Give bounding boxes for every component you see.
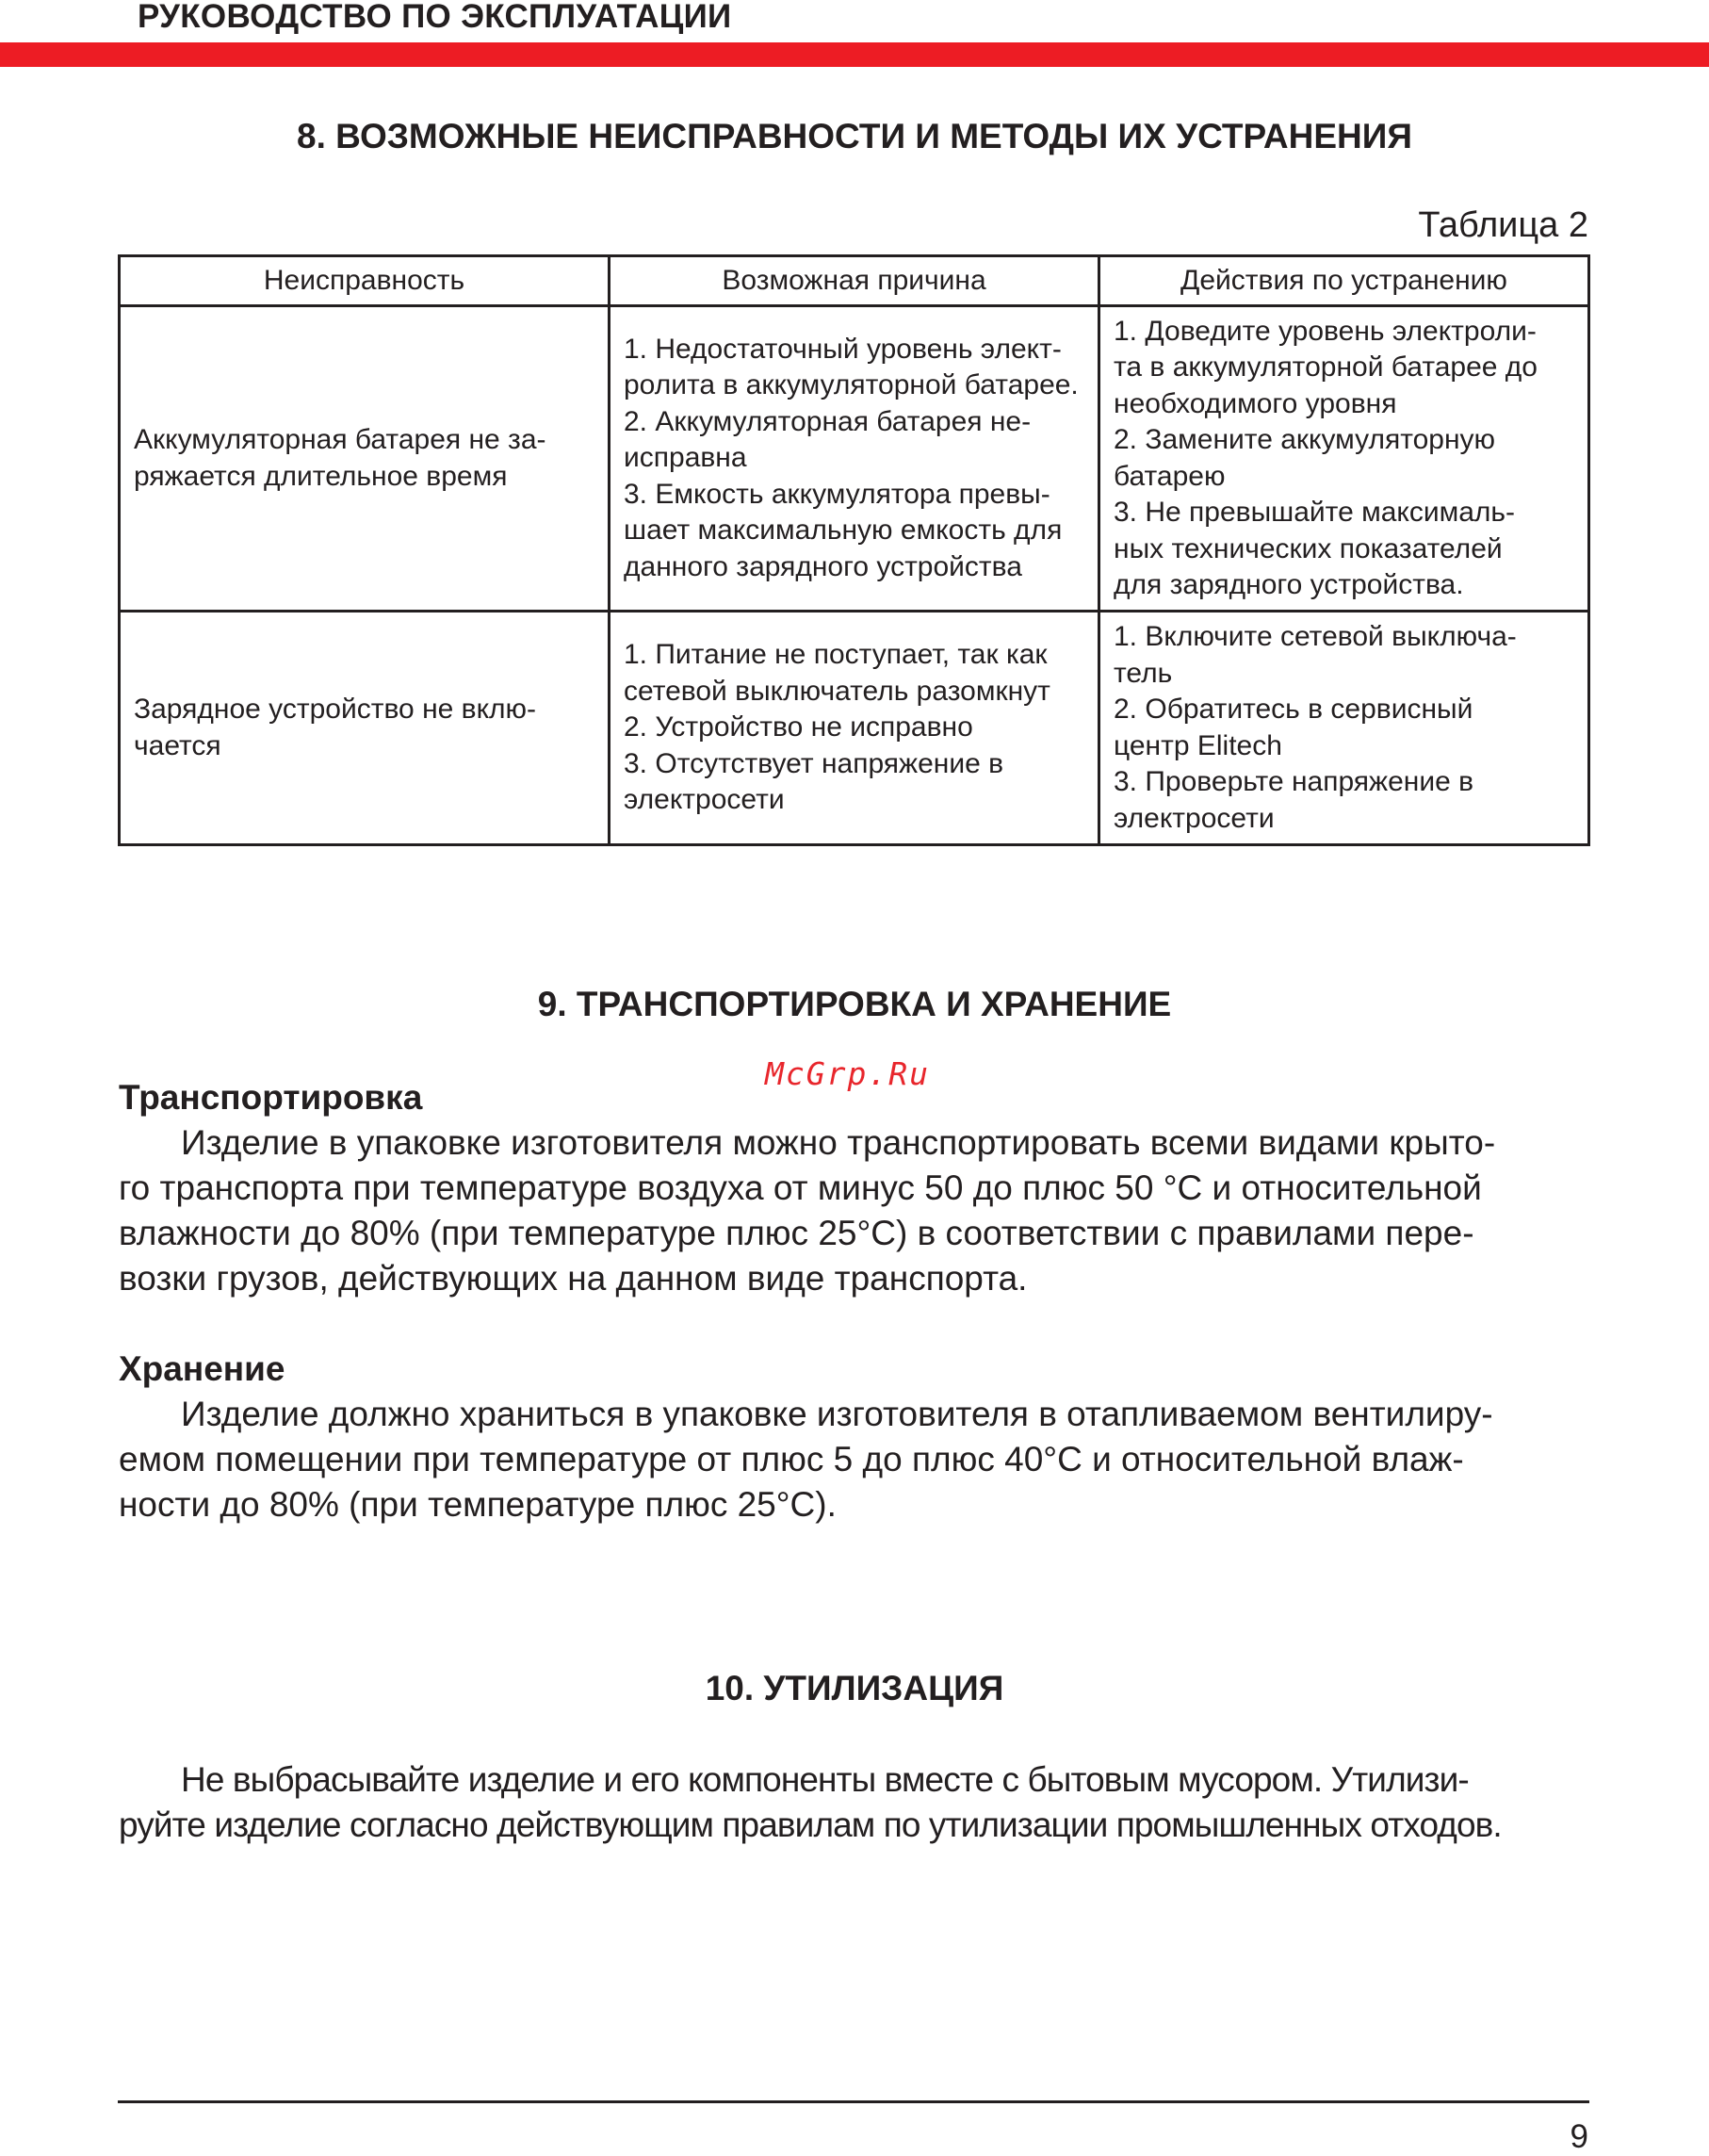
cell-line: батарею [1114,460,1226,492]
cell-line: электросети [1114,802,1275,834]
cell-line: Аккумуляторная батарея не за- [134,424,546,455]
cell-line: та в аккумуляторной батарее до [1114,351,1538,383]
storage-paragraph [119,1392,1588,1527]
action-cell [1099,612,1589,845]
table-row [120,306,1589,612]
transport-paragraph [119,1120,1588,1301]
section-8-title: 8. ВОЗМОЖНЫЕ НЕИСПРАВНОСТИ И МЕТОДЫ ИХ УСТРАНЕНИЯ [297,117,1412,155]
document-header-title: РУКОВОДСТВО ПО ЭКСПЛУАТАЦИИ [138,0,732,35]
faults-table [118,254,1590,846]
cell-line: данного зарядного устройства [624,550,1022,582]
page-number: 9 [1570,2118,1588,2155]
paragraph-line: емом помещении при температуре от плюс 5 до плюс 40°С и относительной влаж- [119,1440,1464,1478]
paragraph-line: влажности до 80% (при температуре плюс 25°С) в соответствии с правилами пере- [119,1214,1474,1252]
column-header-fault: Неисправность [120,256,610,306]
column-header-action: Действия по устранению [1099,256,1589,306]
paragraph-line: возки грузов, действующих на данном виде транспорта. [119,1259,1028,1298]
cell-line: ных технических показателей [1114,532,1503,564]
cell-line: чается [134,729,221,761]
cell-line: необходимого уровня [1114,387,1397,419]
cell-line: ролита в аккумуляторной батарее. [624,369,1079,401]
disposal-paragraph [119,1757,1588,1848]
cell-line: 2. Замените аккумуляторную [1114,424,1496,455]
table-row [120,612,1589,845]
cell-line: 1. Включите сетевой выключа- [1114,621,1517,652]
cell-line: 1. Доведите уровень электроли- [1114,315,1537,347]
cell-line: 2. Обратитесь в сервисный [1114,694,1473,725]
section-9-title: 9. ТРАНСПОРТИРОВКА И ХРАНЕНИЕ [537,985,1172,1023]
footer-rule [118,2100,1589,2103]
cause-cell [610,612,1099,845]
paragraph-line: го транспорта при температуре воздуха от минус 50 до плюс 50 °С и относительной [119,1168,1482,1207]
storage-heading: Хранение [119,1349,285,1388]
paragraph-line: Не выбрасывайте изделие и его компоненты вместе с бытовым мусором. Утилизи- [181,1760,1469,1799]
cell-line: шает максимальную емкость для [624,514,1063,547]
header-red-bar [0,42,1709,67]
cell-line: центр Elitech [1114,729,1282,761]
paragraph-line: руйте изделие согласно действующим правилам по утилизации промышленных отходов. [119,1805,1502,1844]
cell-line: тель [1114,657,1173,689]
cell-line: 1. Питание не поступает, так как [624,639,1048,671]
cell-line: для зарядного устройства. [1114,569,1464,600]
section-10-title: 10. УТИЛИЗАЦИЯ [705,1669,1004,1707]
cause-cell [610,306,1099,612]
transport-heading: Транспортировка [119,1078,423,1117]
cell-line: 2. Аккумуляторная батарея не- [624,405,1032,437]
cell-line: 3. Не превышайте максималь- [1114,497,1516,528]
cell-line: Зарядное устройство не вклю- [134,694,537,725]
action-cell [1099,306,1589,612]
fault-cell [120,306,610,612]
cell-line: 3. Емкость аккумулятора превы- [624,478,1050,510]
column-header-cause: Возможная причина [610,256,1099,306]
cell-line: 3. Отсутствует напряжение в [624,747,1004,779]
paragraph-line: ности до 80% (при температуре плюс 25°С). [119,1485,837,1524]
fault-cell [120,612,610,845]
paragraph-line: Изделие должно храниться в упаковке изготовителя в отапливаемом вентилиру- [181,1395,1493,1433]
cell-line: электросети [624,784,785,816]
cell-line: 2. Устройство не исправно [624,711,973,743]
watermark-text: McGrp.Ru [765,1055,930,1092]
cell-line: ряжается длительное время [134,460,508,492]
paragraph-line: Изделие в упаковке изготовителя можно транспортировать всеми видами крыто- [181,1123,1496,1162]
table-header-row [120,256,1589,306]
cell-line: сетевой выключатель разомкнут [624,675,1050,707]
cell-line: 3. Проверьте напряжение в [1114,766,1474,797]
cell-line: исправна [624,442,747,474]
table-caption: Таблица 2 [1418,205,1588,245]
cell-line: 1. Недостаточный уровень элект- [624,333,1062,365]
